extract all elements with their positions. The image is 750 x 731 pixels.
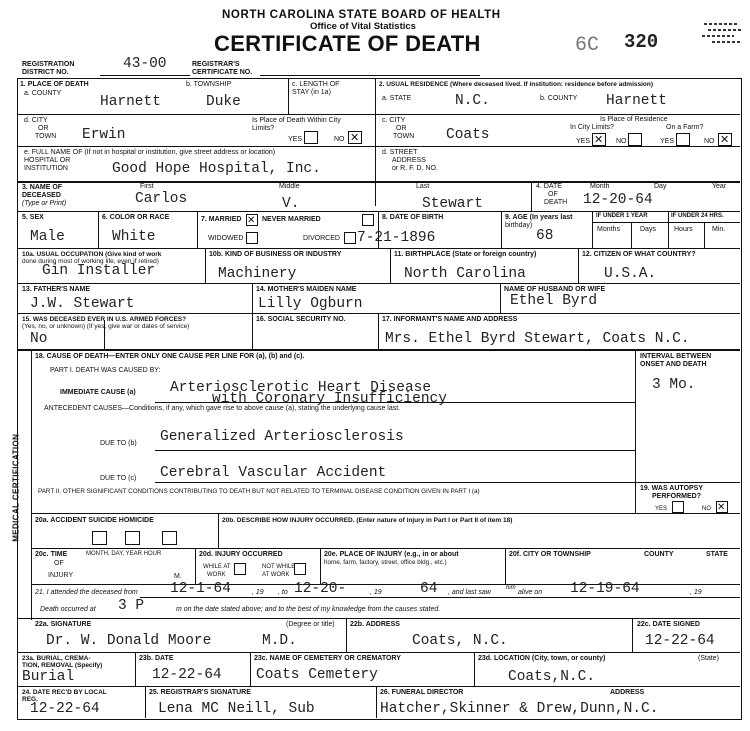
county-value: Harnett [100,94,161,110]
occupation-value: Gin Installer [42,263,156,279]
stamp-code: 6C [575,34,600,57]
dob-value: 7-21-1896 [357,230,436,246]
or-label-1: OR [38,125,49,132]
city-township-label: 20f. CITY OR TOWNSHIP [509,551,591,558]
township-value: Duke [206,94,241,110]
res-county-label: b. COUNTY [540,95,578,102]
location-label: 23d. LOCATION (City, town, or county) [478,655,606,662]
how-injury-label: 20b. DESCRIBE HOW INJURY OCCURRED. (Enter nature of injury in Part I or Part II of item 18) [222,517,513,524]
degree-value: M.D. [262,633,297,649]
attended-label-4: , 19 [370,589,382,596]
attended-from-value: 12-1-64 [170,581,231,597]
usual-residence-label: 2. USUAL RESIDENCE (Where deceased lived. If institution: residence before admission) [379,81,654,88]
occupation-label-1: 10a. USUAL OCCUPATION (Give kind of work [22,251,162,258]
attended-label-7: alive on [518,589,543,596]
on-farm-yes-checkbox[interactable] [676,133,690,146]
within-limits-label-1: Is Place of Death Within City [252,117,341,124]
registration-label-1: REGISTRATION [22,61,75,68]
physician-address-value: Coats, N.C. [412,633,508,649]
business-label: 10b. KIND OF BUSINESS OR INDUSTRY [209,251,342,258]
no-label-3: NO [704,138,715,145]
registrar-sig-label: 25. REGISTRAR'S SIGNATURE [149,689,251,696]
township-label: b. TOWNSHIP [186,81,232,88]
antecedent-label: ANTECEDENT CAUSES—Conditions, if any, which gave rise to above cause (a), stating the underlying cause last. [44,405,401,412]
dob-label: 8. DATE OF BIRTH [382,214,444,221]
race-label: 6. COLOR OR RACE [102,214,170,221]
business-value: Machinery [218,266,297,282]
medical-certification-sidebar: MEDICAL CERTIFICATION [11,433,21,542]
burial-date-label: 23b. DATE [139,655,174,662]
yes-label-4: YES [655,506,668,512]
hospital-label-1: e. FULL NAME OF (If not in hospital or institution, give street address or location) [24,149,276,156]
suicide-checkbox[interactable] [125,531,140,545]
due-to-b-label: DUE TO (b) [100,440,137,447]
or-label-2: OR [396,125,407,132]
funeral-director-label: 26. FUNERAL DIRECTOR [380,689,464,696]
check-x-icon: ✕ [717,502,726,513]
res-city-label: c. CITY [382,117,406,124]
burial-label-1: 23a. BURIAL, CREMA- [22,655,91,662]
age-label-1: 9. AGE (In years last [505,214,573,221]
funeral-director-value: Hatcher,Skinner & Drew,Dunn,N.C. [380,701,659,717]
street-label-3: or R. F. D. NO. [392,165,438,172]
age-value: 68 [536,228,554,244]
informant-label: 17. INFORMANT'S NAME AND ADDRESS [382,316,518,323]
name-label-1: 3. NAME OF [22,184,63,191]
res-state-value: N.C. [455,93,490,109]
never-married-label: NEVER MARRIED [262,216,321,223]
armed-forces-label-2: (Yes, no, or unknown) (If yes, give war or dates of service) [22,323,190,330]
interval-label-2: ONSET AND DEATH [640,361,707,368]
year-label: Year [712,183,727,190]
within-limits-yes-checkbox[interactable] [304,131,318,144]
time-injury-label-3: OF [54,560,64,567]
birthplace-label: 11. BIRTHPLACE (State or foreign country) [394,251,537,258]
time-injury-label-2: MONTH, DAY, YEAR HOUR [86,551,162,557]
date-recd-label-1: 24. DATE REC'D BY LOCAL [22,689,107,696]
within-limits-label-2: Limits? [252,125,275,132]
armed-forces-value: No [30,331,48,347]
time-injury-label-4: INJURY [48,572,74,579]
mother-value: Lilly Ogburn [258,296,363,312]
attended-to-value: 12-20- [294,581,347,597]
sex-label: 5. SEX [22,214,44,221]
occurred-label-1: Death occurred at [40,606,96,613]
date-signed-value: 12-22-64 [645,633,715,649]
check-x-icon: ✕ [594,133,604,146]
date-death-label-1: 4. DATE [536,183,562,190]
cause-of-death-title: 18. CAUSE OF DEATH—ENTER ONLY ONE CAUSE PER LINE FOR (a), (b) and (c). [35,353,305,360]
signature-label: 22a. SIGNATURE [35,621,92,628]
married-checkbox[interactable] [246,214,258,226]
occupation-label-2: done during most of working life, even if retired) [22,258,159,265]
burial-value: Burial [22,669,75,685]
age-label-2: birthday) [505,222,533,229]
street-label-2: ADDRESS [392,157,426,164]
autopsy-label-2: PERFORMED? [652,493,701,500]
on-farm-label: On a Farm? [666,124,704,131]
registrar-cert-label-1: REGISTRAR'S [192,61,240,68]
length-stay-label-1: c. LENGTH OF [292,81,340,88]
time-injury-label-1: 20c. TIME [35,551,68,558]
spouse-label: NAME OF HUSBAND OR WIFE [504,286,606,293]
attended-label-2: , 19 [252,589,264,596]
cause-a-line1: Arteriosclerotic Heart Disease [170,380,432,396]
first-name-value: Carlos [135,191,188,207]
divorced-label: DIVORCED [303,235,340,242]
divorced-checkbox[interactable] [344,232,356,244]
res-city-value: Coats [446,127,490,143]
check-x-icon: ✕ [247,215,256,226]
not-at-work-checkbox[interactable] [294,563,306,575]
time-m-label: M. [174,573,182,580]
part2-label: PART II. OTHER SIGNIFICANT CONDITIONS CONTRIBUTING TO DEATH BUT NOT RELATED TO TERMINAL DISEASE CONDITION GIVEN IN PART I (a) [38,488,480,495]
street-label-1: d. STREET [382,149,418,156]
not-while-label-1: NOT WHILE [262,564,296,570]
funeral-address-label: ADDRESS [610,689,645,696]
interval-label-1: INTERVAL BETWEEN [640,353,712,360]
homicide-checkbox[interactable] [162,531,177,545]
check-x-icon: ✕ [350,131,360,144]
length-stay-label-2: STAY (in 1a) [292,89,331,96]
first-label: First [140,183,154,190]
on-farm-no-checkbox[interactable] [718,133,732,146]
due-to-c-label: DUE TO (c) [100,475,137,482]
accident-checkbox[interactable] [92,531,107,545]
burial-label-2: TION, REMOVAL (Specify) [22,662,103,669]
office-name: Office of Vital Statistics [310,21,416,32]
under-24-hrs-label: IF UNDER 24 HRS. [671,213,724,219]
married-label: 7. MARRIED [201,216,242,223]
name-label-2: DECEASED [22,192,61,199]
birthplace-value: North Carolina [404,266,526,282]
day-label: Day [654,183,667,190]
stamp-number: 320 [624,31,659,53]
days-label: Days [640,226,656,233]
attended-to-year-value: 64 [420,581,438,597]
registrar-cert-label-2: CERTIFICATE NO. [192,69,253,76]
state-label-23: (State) [698,655,720,662]
city-death-value: Erwin [82,127,126,143]
no-label-1: NO [334,136,345,143]
attended-label-1: 21. I attended the deceased from [35,589,138,596]
while-work-label-2: WORK [207,572,226,578]
in-city-no-checkbox[interactable] [628,133,642,146]
time-occurred-value: 3 P [118,598,145,614]
date-recd-label-2: REG. [22,696,38,703]
date-death-label-2: OF [548,191,558,198]
not-while-label-2: AT WORK [262,572,290,578]
date-signed-label: 22c. DATE SIGNED [637,621,700,628]
attended-label-5: , and last saw [448,589,491,596]
immediate-cause-label: IMMEDIATE CAUSE (a) [60,389,136,396]
in-city-limits-label: In City Limits? [570,124,614,131]
within-limits-no-checkbox[interactable] [348,131,362,144]
form-title: CERTIFICATE OF DEATH [214,31,481,56]
last-name-value: Stewart [422,196,483,212]
spouse-value: Ethel Byrd [510,293,598,309]
physician-value: Dr. W. Donald Moore [46,633,212,649]
in-city-yes-checkbox[interactable] [592,133,606,146]
injury-occurred-label: 20d. INJURY OCCURRED [199,551,283,558]
part1-label: PART I. DEATH WAS CAUSED BY: [50,367,161,374]
res-county-value: Harnett [606,93,667,109]
hours-label: Hours [674,226,693,233]
while-work-label-1: WHILE AT [203,564,231,570]
min-label: Min. [712,226,726,233]
place-of-death-label: 1. PLACE OF DEATH [20,81,89,88]
interval-value: 3 Mo. [652,377,696,393]
no-label-4: NO [702,506,711,512]
autopsy-yes-checkbox[interactable] [672,501,684,513]
date-death-value: 12-20-64 [583,192,653,208]
city-death-label: d. CITY [24,117,48,124]
cause-c-value: Cerebral Vascular Accident [160,465,387,481]
res-state-label: a. STATE [382,95,412,102]
yes-label-1: YES [288,136,303,143]
last-label: Last [416,183,430,190]
race-value: White [112,229,156,245]
widowed-checkbox[interactable] [246,232,258,244]
hospital-value: Good Hope Hospital, Inc. [112,161,321,177]
town-label-2: TOWN [393,133,415,140]
never-married-checkbox[interactable] [362,214,374,226]
yes-label-2: YES [576,138,591,145]
no-label-2: NO [616,138,627,145]
county-injury-label: COUNTY [644,551,674,558]
is-residence-label: Is Place of Residence [600,116,668,123]
attended-label-6: him [506,585,516,591]
place-injury-label-2: home, farm, factory, street, office bldg., etc.) [324,559,447,566]
mother-label: 14. MOTHER'S MAIDEN NAME [256,286,357,293]
hospital-label-2: HOSPITAL OR [24,157,71,164]
yes-label-3: YES [660,138,675,145]
burial-date-value: 12-22-64 [152,667,222,683]
registrar-sig-value: Lena MC Neill, Sub [158,701,315,717]
hospital-label-3: INSTITUTION [24,165,68,172]
physician-address-label: 22b. ADDRESS [350,621,400,628]
citizen-value: U.S.A. [604,266,657,282]
father-label: 13. FATHER'S NAME [22,286,91,293]
under-1-year-label: IF UNDER 1 YEAR [596,213,648,219]
month-label: Month [590,183,610,190]
citizen-label: 12. CITIZEN OF WHAT COUNTRY? [582,251,696,258]
months-label: Months [597,226,620,233]
state-injury-label: STATE [706,551,728,558]
cause-b-value: Generalized Arteriosclerosis [160,429,404,445]
middle-name-value: V. [282,196,300,212]
attended-label-8: , 19 [690,589,702,596]
cause-a-line2: with Coronary Insufficiency [212,391,447,407]
armed-forces-label-1: 15. WAS DECEASED EVER IN U.S. ARMED FORCES? [22,316,187,323]
sex-value: Male [30,229,65,245]
board-name: NORTH CAROLINA STATE BOARD OF HEALTH [222,9,501,21]
informant-value: Mrs. Ethel Byrd Stewart, Coats N.C. [385,331,690,347]
location-value: Coats,N.C. [508,669,596,685]
father-value: J.W. Stewart [30,296,135,312]
accident-label: 20a. ACCIDENT SUICIDE HOMICIDE [35,517,154,524]
barcode-scribble [700,14,746,54]
name-label-3: (Type or Print) [22,200,67,207]
date-recd-value: 12-22-64 [30,701,100,717]
widowed-label: WIDOWED [208,235,244,242]
attended-label-3: , to [278,589,288,596]
autopsy-no-checkbox[interactable] [716,501,728,513]
cemetery-label: 23c. NAME OF CEMETERY OR CREMATORY [254,655,401,662]
middle-label: Middle [279,183,300,190]
last-saw-value: 12-19-64 [570,581,640,597]
check-x-icon: ✕ [720,133,730,146]
ssn-label: 16. SOCIAL SECURITY NO. [256,316,346,323]
while-at-work-checkbox[interactable] [234,563,246,575]
cemetery-value: Coats Cemetery [256,667,378,683]
registration-label-2: DISTRICT NO. [22,69,69,76]
autopsy-label-1: 19. WAS AUTOPSY [640,485,704,492]
place-injury-label-1: 20e. PLACE OF INJURY (e.g., in or about [324,551,459,558]
date-death-label-3: DEATH [544,199,568,206]
occurred-label-2: m on the date stated above; and to the best of my knowledge from the causes stated. [176,606,441,613]
county-label: a. COUNTY [24,90,62,97]
town-label-1: TOWN [35,133,57,140]
degree-label: (Degree or title) [286,621,335,628]
district-number: 43-00 [123,56,167,72]
